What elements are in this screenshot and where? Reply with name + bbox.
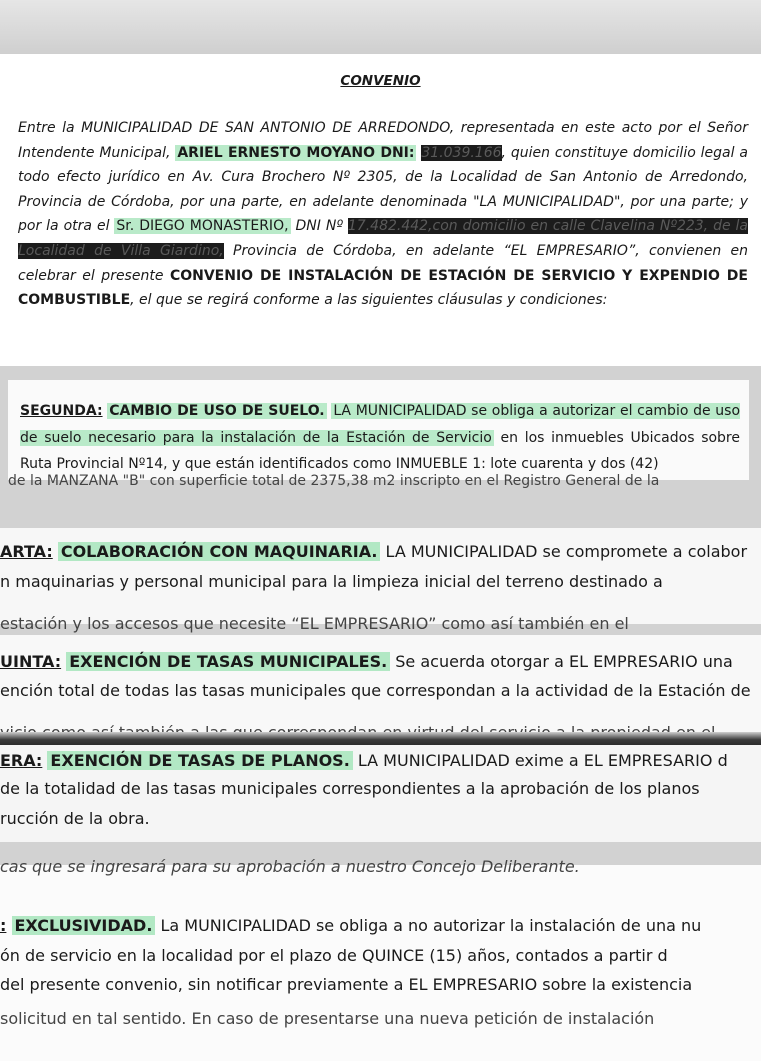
convenio-intro-page <box>0 54 761 366</box>
document-title: CONVENIO <box>340 73 421 89</box>
segunda-heading: CAMBIO DE USO DE SUELO. <box>109 403 325 419</box>
clausula-sexta <box>0 745 761 842</box>
sexta-text-1: LA MUNICIPALIDAD exime a EL EMPRESARIO d <box>352 751 728 770</box>
septima-line-1 <box>0 912 701 940</box>
intro-text-1: Entre la MUNICIPALIDAD DE SAN ANTONIO DE ARREDONDO, representada en este acto por el Señor Intendente Municipal, <box>18 120 748 161</box>
quinta-cut-line <box>0 725 761 732</box>
sexta-label: ERA: <box>0 751 43 770</box>
redacted-domicilio-empresario: 17.482.442,con domicilio en calle Clavelina Nº223, de la Localidad de Villa Giardino, <box>18 218 749 259</box>
clausula-septima <box>0 857 761 1061</box>
segunda-label: SEGUNDA: <box>20 403 103 419</box>
cuarta-cut-line: estación y los accesos que necesite “EL EMPRESARIO” como así también en el <box>0 614 629 633</box>
septima-line-2: ón de servicio en la localidad por el plazo de QUINCE (15) años, contados a partir d <box>0 946 668 965</box>
clausula-cuarta <box>0 528 761 633</box>
quinta-label: UINTA: <box>0 652 62 671</box>
intro-text-3: DNI Nº <box>290 218 348 235</box>
sexta-line-1 <box>0 747 728 775</box>
sexta-line-3: rucción de la obra. <box>0 809 150 828</box>
quinta-line-2: ención total de todas las tasas municipales que correspondan a la actividad de la Estación de <box>0 681 751 700</box>
septima-label: : <box>0 916 7 935</box>
cuarta-label: ARTA: <box>0 542 53 561</box>
redacted-dni-intendente: 31.039.166 <box>421 144 502 161</box>
intro-text-5: , el que se regirá conforme a las siguientes cláusulas y condiciones: <box>130 292 608 309</box>
convenio-name: CONVENIO DE INSTALACIÓN DE ESTACIÓN DE SERVICIO Y EXPENDIO DE COMBUSTIBLE <box>18 267 748 309</box>
quinta-heading: EXENCIÓN DE TASAS MUNICIPALES. <box>66 652 390 671</box>
cuarta-line-1 <box>0 538 747 566</box>
cuarta-heading: COLABORACIÓN CON MAQUINARIA. <box>58 542 381 561</box>
segunda-text: en los inmuebles Ubicados sobre Ruta Provincial Nº14, y que están identificados como INMUEBLE 1: lote cuarenta y dos (42) <box>20 429 740 472</box>
segunda-cut-line: de la MANZANA "B" con superficie total de 2375,38 m2 inscripto en el Registro General de la <box>8 473 660 489</box>
empresario-name: Sr. DIEGO MONASTERIO, <box>116 218 289 235</box>
septima-cut-line: solicitud en tal sentido. En caso de presentarse una nueva petición de instalación <box>0 1009 655 1028</box>
septima-line-3: del presente convenio, sin notificar previamente a EL EMPRESARIO sobre la existencia <box>0 975 693 994</box>
clausula-quinta <box>0 635 761 732</box>
intro-text-4: Provincia de Córdoba, en adelante “EL EMPRESARIO”, convienen en celebrar el presente <box>18 242 749 284</box>
septima-heading: EXCLUSIVIDAD. <box>12 916 156 935</box>
septima-text-1: La MUNICIPALIDAD se obliga a no autorizar la instalación de una nu <box>155 916 702 935</box>
cuarta-text-1: LA MUNICIPALIDAD se compromete a colabor <box>380 542 748 561</box>
quinta-line-1 <box>0 648 733 676</box>
quinta-text-1: Se acuerda otorgar a EL EMPRESARIO una <box>390 652 733 671</box>
segunda-paragraph <box>20 398 740 478</box>
intro-paragraph <box>18 116 748 313</box>
intendente-name: ARIEL ERNESTO MOYANO DNI: <box>177 144 415 161</box>
segunda-highlighted-text: LA MUNICIPALIDAD se obliga a autorizar el cambio de uso de suelo necesario para la instalación de la Estación de Servicio <box>20 403 741 446</box>
top-shadow <box>0 0 761 54</box>
sexta-heading: EXENCIÓN DE TASAS DE PLANOS. <box>47 751 352 770</box>
intro-text-2: , quien constituye domicilio legal a todo efecto jurídico en Av. Cura Brochero Nº 2305, de la Localidad de San Antonio de Arredondo, Provincia de Córdoba, por una parte, en adelante denominada "LA MUNICIPALIDAD", por una parte; y por la otra el <box>18 144 748 235</box>
sexta-line-2: de la totalidad de las tasas municipales correspondientes a la aprobación de los planos <box>0 779 700 798</box>
previous-cut-line: cas que se ingresará para su aprobación a nuestro Concejo Deliberante. <box>0 857 580 876</box>
clausula-segunda <box>8 380 749 489</box>
dark-gap <box>0 732 761 745</box>
cuarta-line-2: n maquinarias y personal municipal para la limpieza inicial del terreno destinado a <box>0 572 663 591</box>
